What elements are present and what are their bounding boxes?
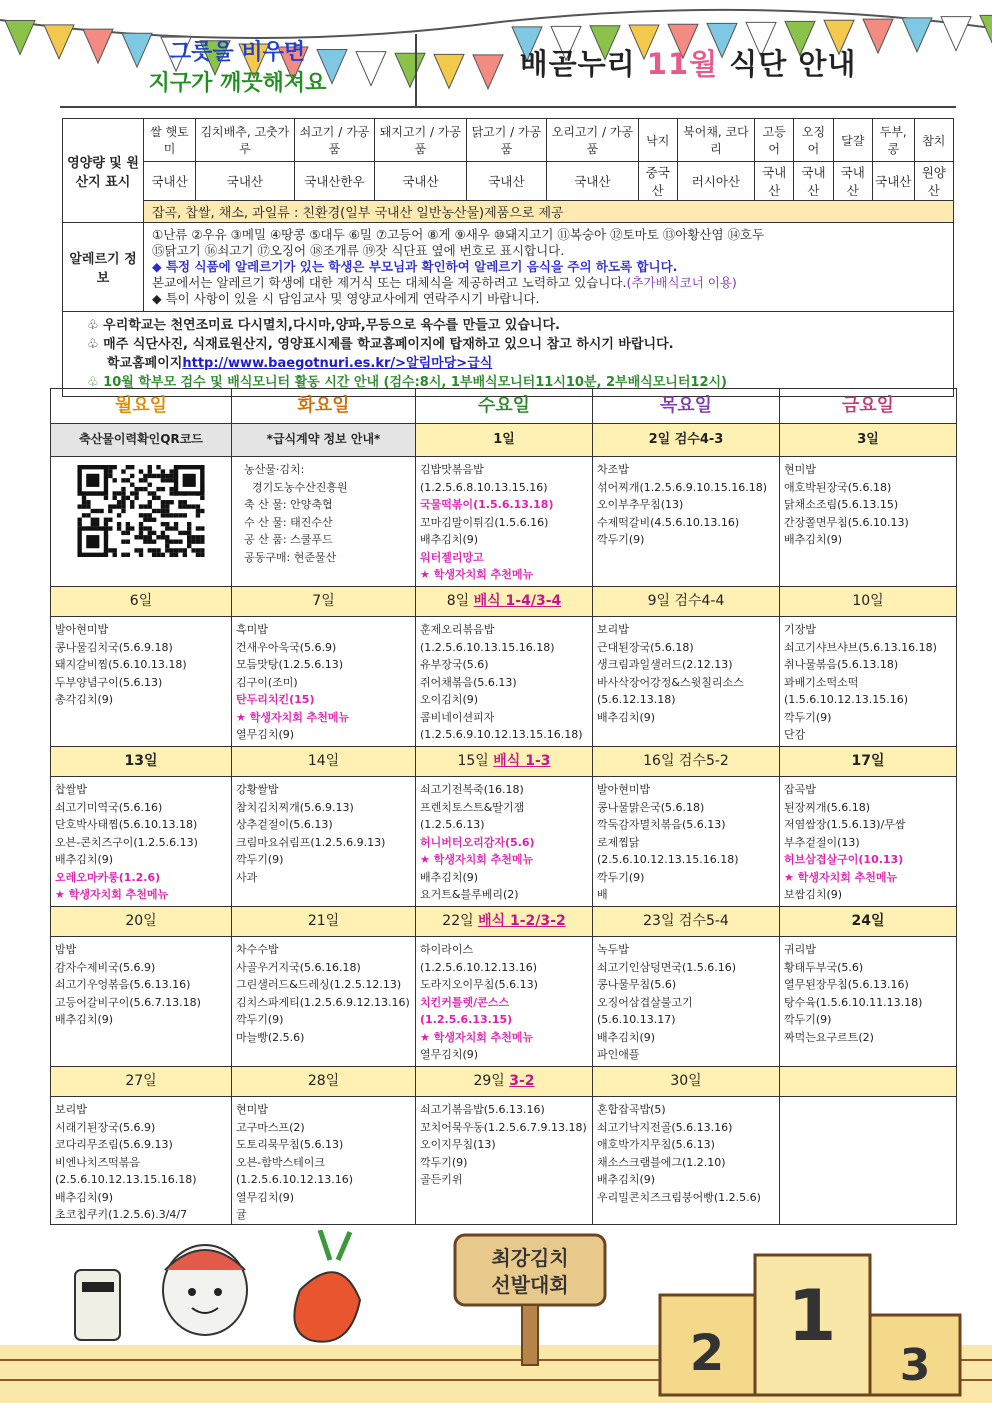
bottle-character: [75, 1270, 120, 1340]
menu-item: (2.5.6.10.12.13.15.16.18): [55, 1173, 197, 1186]
menu-cell: [593, 777, 780, 907]
menu-cell: [593, 1097, 780, 1225]
origin-item-value: 러시아산: [677, 162, 754, 201]
menu-cell: [416, 937, 593, 1067]
menu-item: 마늘빵(2.5.6): [236, 1030, 305, 1044]
menu-item: 단감: [784, 728, 806, 741]
menu-item: (1.2.5.6.9.10.12.13.15.16.18): [420, 728, 583, 741]
date-cell: 1일: [416, 424, 593, 457]
notice-homepage: ♧ 매주 식단사진, 식재료원산지, 영양표시제를 학교홈페이지에 탑재하고 있으니 참고 하시기 바랍니다.: [87, 337, 674, 352]
menu-item: 기장밥: [784, 623, 816, 636]
origin-item-value: 국내산: [755, 162, 794, 201]
menu-item: (1.2.5.6.10.13.15.16.18): [420, 640, 555, 654]
allergy-list-1: ①난류 ②우유 ③메밀 ④땅콩 ⑤대두 ⑥밀 ⑦고등어 ⑧게 ⑨새우 ⑩돼지고기 ⑪복숭아 ⑫토마토 ⑬아황산염 ⑭호두: [152, 227, 765, 242]
menu-item: 저염쌈장(1.5.6.13)/무쌈: [784, 818, 906, 831]
menu-item: 배추김치(9): [597, 1030, 656, 1044]
origin-item-name: 쌀 햇토미: [144, 119, 196, 162]
menu-item: 흑미밥: [236, 623, 268, 636]
menu-cell: [780, 457, 957, 587]
date-cell: [416, 587, 593, 617]
slogan-line2: 지구가 깨끗해져요: [148, 71, 327, 96]
date-number: 29일: [473, 1072, 510, 1089]
menu-item: 배추김치(9): [597, 1173, 656, 1186]
menu-item: 탕수육(1.5.6.10.11.13.18): [784, 995, 923, 1009]
menu-item: ★ 학생자치회 추천메뉴: [420, 1030, 534, 1044]
title-month: 11월: [646, 47, 719, 81]
notice-broth: ♧ 우리학교는 천연조미료 다시멸치,다시마,양파,무등으로 육수를 만들고 있습니다.: [87, 318, 560, 333]
menu-item: 차수수밥: [236, 943, 279, 956]
menu-item: 시래기된장국(5.6.9): [55, 1120, 156, 1134]
eco-note: 잡곡, 찹쌀, 채소, 과일류 : 친환경(일부 국내산 일반농산물)제품으로 제공: [144, 201, 954, 223]
menu-item: ★ 학생자치회 추천메뉴: [55, 888, 169, 901]
bunting-flag: [980, 15, 992, 49]
menu-item: 쇠고기낙지전골(5.6.13.16): [597, 1120, 733, 1134]
title-suffix: 식단 안내: [729, 47, 857, 81]
menu-item: 배추김치(9): [55, 853, 114, 866]
date-cell: 16일 검수5-2: [593, 747, 780, 777]
menu-item: 귀리밥: [784, 943, 816, 956]
menu-item: 초코칩쿠키(1.2.5.6).3/4/7: [55, 1208, 188, 1221]
date-cell: 23일 검수5-4: [593, 907, 780, 937]
menu-item: 콩나물무침(5.6): [597, 978, 677, 991]
menu-item: 열무된장무침(5.6.13.16): [784, 978, 909, 991]
origin-label: 영양량 및 원산지 표시: [63, 119, 144, 223]
date-cell: 13일: [51, 747, 232, 777]
menu-cell: [232, 777, 416, 907]
menu-item: 상추겉절이(5.6.13): [236, 818, 333, 831]
menu-item: 허브삼겹살구이(10.13): [784, 853, 904, 866]
menu-item: 김밥맛볶음밥: [420, 463, 484, 476]
menu-item: (5.6.10.13.17): [597, 1013, 676, 1026]
menu-item: 깍두기(9): [784, 1013, 832, 1026]
menu-item: 오이지무침(13): [420, 1138, 496, 1151]
supply-line: 경기도농수산진흥원: [252, 480, 348, 494]
notice-monitor: ♧ 10월 학부모 검수 및 배식모니터 활동 시간 안내 (검수:8시, 1부배식모니터11시10분, 2부배식모니터12시): [87, 375, 727, 390]
origin-names-row: [63, 119, 954, 162]
origin-item-value: 국내산: [794, 162, 833, 201]
origin-item-name: 돼지고기 / 가공품: [375, 119, 466, 162]
allergy-policy: 본교에서는 알레르기 학생에 대한 제거식 또는 대체식을 제공하려고 노력하고 있습니다.: [152, 275, 627, 290]
menu-item: 차조밥: [597, 463, 629, 476]
menu-item: 현미밥: [784, 463, 816, 476]
date-number: 8일: [446, 592, 474, 609]
contract-label: *급식계약 정보 안내*: [232, 424, 416, 457]
allergy-info: [144, 223, 954, 312]
menu-item: 국물떡볶이(1.5.6.13.18): [420, 498, 554, 511]
date-cell: 10일: [780, 587, 957, 617]
date-cell: [780, 1067, 957, 1097]
origin-item-value: 국내산: [144, 162, 196, 201]
kimchi-contest-illustration: [0, 1230, 992, 1403]
menu-item: 감자수제비국(5.6.9): [55, 960, 156, 974]
day-thursday: 목요일: [593, 389, 780, 424]
podium-3-label: 3: [899, 1340, 931, 1391]
menu-cell: [416, 617, 593, 747]
menu-item: 발아현미밥: [55, 623, 109, 636]
menu-item: 하이라이스(1.2.5.6.10.12.13.16): [420, 943, 538, 974]
date-number: 22일: [442, 912, 479, 929]
header-underline: [60, 106, 956, 108]
menu-item: 꽈배기소떡소떡: [784, 675, 859, 689]
menu-item: 녹두밥: [597, 943, 629, 956]
radish-character: [294, 1272, 360, 1341]
date-cell: 17일: [780, 747, 957, 777]
slogan: [60, 38, 415, 104]
menu-cell: [416, 457, 593, 587]
date-cell: 14일: [232, 747, 416, 777]
serving-class: 배식 1-2/3-2: [478, 912, 566, 929]
serving-class: 배식 1-3: [493, 752, 551, 769]
qr-code-cell: [51, 457, 232, 587]
menu-item: 보리밥: [55, 1103, 87, 1116]
menu-cell: [232, 617, 416, 747]
origin-item-name: 달걀: [833, 119, 872, 162]
menu-item: 열무김치(9): [236, 1190, 295, 1204]
menu-item: 근대된장국(5.6.18): [597, 640, 694, 654]
menu-item: 워터젤리망고: [420, 550, 484, 564]
menu-item: 코다리무조림(5.6.9.13): [55, 1138, 173, 1151]
menu-item: 깍둑감자멸치볶음(5.6.13): [597, 818, 726, 831]
date-cell: 30일: [593, 1067, 780, 1097]
menu-item: 도토리묵무침(5.6.13): [236, 1138, 344, 1151]
menu-item: 애호박된장국(5.6.18): [784, 480, 892, 494]
info-table: [62, 118, 954, 397]
menu-item: 꼬치어묵우동(1.2.5.6.7.9.13.18): [420, 1120, 587, 1134]
menu-cell: [416, 1097, 593, 1225]
menu-item: 단호박사태찜(5.6.10.13.18): [55, 818, 198, 831]
menu-item: 쇠고기전복죽(16.18): [420, 783, 524, 796]
menu-item: 닭채소조림(5.6.13.15): [784, 498, 899, 511]
homepage-label: 학교홈페이지: [107, 356, 183, 371]
origin-item-name: 낙지: [638, 119, 677, 162]
menu-item: 애호박가지무침(5.6.13): [597, 1138, 715, 1151]
menu-item: 김치스파게티(1.2.5.6.9.12.13.16): [236, 995, 410, 1009]
supply-line: 농산물·김치:: [244, 463, 305, 476]
menu-item: 우리밀콘치즈크림붕어빵(1.2.5.6): [597, 1190, 761, 1204]
origin-item-name: 쇠고기 / 가공품: [294, 119, 375, 162]
homepage-link[interactable]: http://www.baegotnuri.es.kr/>알림마당>급식: [182, 356, 493, 371]
origin-item-value: 국내산: [833, 162, 872, 201]
serving-class: 배식 1-4/3-4: [473, 592, 562, 609]
date-cell: 21일: [232, 907, 416, 937]
allergy-label: 알레르기 정보: [63, 223, 144, 312]
menu-item: 혼합잡곡밥(5): [597, 1103, 666, 1116]
menu-item: 건새우아욱국(5.6.9): [236, 640, 337, 654]
menu-cell: [416, 777, 593, 907]
menu-item: (1.2.5.6.13): [420, 818, 485, 831]
slogan-line1: 그릇을 비우면: [169, 40, 306, 65]
menu-item: 비엔나치즈떡볶음: [55, 1155, 141, 1169]
menu-cell: [232, 937, 416, 1067]
menu-cell: [51, 937, 232, 1067]
menu-item: 유부장국(5.6): [420, 658, 489, 671]
podium-1-label: 1: [787, 1275, 837, 1357]
allergy-warning: ◆ 특정 식품에 알레르기가 있는 학생은 부모님과 확인하여 알레르기 음식을 주의 하도록 합니다.: [152, 259, 678, 274]
day-monday: 월요일: [51, 389, 232, 424]
menu-item: 오븐-콘치즈구이(1.2.5.6.13): [55, 835, 198, 849]
origin-values-row: [63, 162, 954, 201]
menu-item: 프렌치토스트&딸기잼: [420, 800, 525, 814]
supply-line: 축 산 물: 안양축협: [244, 498, 333, 511]
origin-item-value: 중국산: [638, 162, 677, 201]
origin-item-name: 북어채, 코다리: [677, 119, 754, 162]
date-cell: 24일: [780, 907, 957, 937]
sign-line2: 선발대회: [491, 1273, 569, 1297]
menu-item: 허니버터오리감자(5.6): [420, 835, 535, 849]
date-cell: 7일: [232, 587, 416, 617]
menu-item: 오이부추무침(13): [597, 498, 684, 511]
day-wednesday: 수요일: [416, 389, 593, 424]
menu-item: 보리밥: [597, 623, 629, 636]
menu-item: 잡곡밥: [784, 783, 816, 796]
menu-item: 배: [597, 888, 608, 901]
origin-item-value: 국내산: [196, 162, 295, 201]
menu-item: 참치김치찌개(5.6.9.13): [236, 800, 354, 814]
menu-cell: [780, 937, 957, 1067]
supply-line: 공 산 품: 스쿨푸드: [244, 533, 333, 546]
origin-item-value: 원양산: [914, 162, 953, 201]
menu-item: 쥐어채볶음(5.6.13): [420, 675, 517, 689]
menu-item: 발아현미밥: [597, 783, 651, 796]
menu-item: 오븐-함박스테이크: [236, 1155, 325, 1169]
date-cell: 2일 검수4-3: [593, 424, 780, 457]
menu-item: 찹쌀밥: [55, 783, 87, 796]
menu-cell: [593, 937, 780, 1067]
menu-item: 배추김치(9): [55, 1190, 114, 1204]
weekday-header: [51, 389, 957, 424]
date-cell: [416, 1067, 593, 1097]
menu-item: 깍두기(9): [236, 853, 284, 866]
origin-item-name: 오리고기 / 가공품: [547, 119, 638, 162]
menu-item: 쇠고기볶음밥(5.6.13.16): [420, 1103, 545, 1116]
sign-line1: 최강김치: [491, 1246, 569, 1270]
origin-item-name: 고등어: [755, 119, 794, 162]
menu-item: 콩나물김치국(5.6.9.18): [55, 640, 173, 654]
date-cell: 3일: [780, 424, 957, 457]
date-number: 15일: [457, 752, 494, 769]
menu-item: ★ 학생자치회 추천메뉴: [784, 870, 898, 884]
menu-cell: [232, 1097, 416, 1225]
menu-item: 열무김치(9): [420, 1048, 479, 1061]
menu-item: 로제찜닭(2.5.6.10.12.13.15.16.18): [597, 835, 739, 866]
menu-cell: [780, 1097, 957, 1225]
date-cell: [416, 907, 593, 937]
menu-item: 바사삭장어강정&스윗칠리소스: [597, 675, 744, 689]
title-prefix: 배곧누리: [519, 47, 636, 81]
qr-code[interactable]: [76, 465, 206, 557]
origin-item-name: 참치: [914, 119, 953, 162]
menu-item: 두부양념구이(5.6.13): [55, 675, 163, 689]
menu-item: 배추김치(9): [420, 870, 479, 884]
menu-item: 그린샐러드&드레싱(1.2.5.12.13): [236, 978, 402, 991]
menu-cell: [593, 457, 780, 587]
page-title: [418, 42, 958, 83]
menu-item: 모듬맛탕(1.2.5.6.13): [236, 658, 344, 671]
menu-item: 쇠고기샤브샤브(5.6.13.16.18): [784, 640, 937, 654]
menu-item: 보쌈김치(9): [784, 888, 843, 901]
origin-item-value: 국내산: [466, 162, 547, 201]
menu-item: 도라지오이무침(5.6.13): [420, 978, 538, 991]
notices: [63, 312, 954, 397]
day-friday: 금요일: [780, 389, 957, 424]
menu-item: 황태두부국(5.6): [784, 960, 864, 974]
menu-item: 오징어삼겹살불고기: [597, 995, 693, 1009]
menu-item: 귤: [236, 1208, 247, 1221]
origin-item-value: 국내산: [872, 162, 914, 201]
menu-item: (1.5.6.10.12.13.15.16): [784, 693, 909, 706]
menu-item: 쇠고기우엉볶음(5.6.13.16): [55, 978, 191, 991]
menu-item: 파인애플: [597, 1048, 640, 1061]
menu-item: 강황쌀밥: [236, 783, 279, 796]
menu-item: 쇠고기인삼덩면국(1.5.6.16): [597, 960, 737, 974]
date-cell: 27일: [51, 1067, 232, 1097]
origin-item-name: 김치배추, 고춧가루: [196, 119, 295, 162]
menu-item: (1.2.5.6.8.10.13.15.16): [420, 480, 548, 494]
menu-item: 치킨커틀렛/콘스스: [420, 995, 510, 1009]
menu-item: (1.2.5.6.13.15): [420, 1013, 513, 1026]
menu-cell: [780, 777, 957, 907]
origin-item-name: 두부,콩: [872, 119, 914, 162]
menu-item: 배추김치(9): [597, 710, 656, 724]
menu-item: 채소스크램블에그(1.2.10): [597, 1155, 726, 1169]
menu-item: 깍두기(9): [597, 870, 645, 884]
menu-item: 취나물볶음(5.6.13.18): [784, 658, 899, 671]
menu-item: 배추김치(9): [420, 533, 479, 546]
menu-item: 요거트&블루베리(2): [420, 888, 519, 901]
menu-item: 고구마스프(2): [236, 1120, 305, 1134]
qr-label: 축산물이력확인QR코드: [51, 424, 232, 457]
menu-item: 콩나물맑은국(5.6.18): [597, 800, 705, 814]
bunting-flag: [5, 21, 35, 55]
menu-item: (5.6.12.13.18): [597, 693, 676, 706]
menu-item: 훈제오리볶음밥: [420, 623, 495, 636]
date-cell: 9일 검수4-4: [593, 587, 780, 617]
menu-item: 사과: [236, 870, 258, 884]
menu-item: 탄두리치킨(15): [236, 693, 315, 706]
menu-cell: [51, 617, 232, 747]
allergy-list-2: ⑮닭고기 ⑯쇠고기 ⑰오징어 ⑱조개류 ⑲잣 식단표 옆에 번호로 표시합니다.: [152, 243, 565, 258]
menu-item: 현미밥: [236, 1103, 268, 1116]
menu-item: 배추김치(9): [784, 533, 843, 546]
menu-item: 부추겉절이(13): [784, 835, 860, 849]
menu-item: 콤비네이션피자: [420, 710, 495, 724]
menu-item: 깍두기(9): [420, 1155, 468, 1169]
menu-item: 섞어찌개(1.2.5.6.9.10.15.16.18): [597, 480, 768, 494]
menu-item: 열무김치(9): [236, 728, 295, 741]
menu-item: 돼지갈비찜(5.6.10.13.18): [55, 658, 187, 671]
podium-2-label: 2: [689, 1324, 725, 1382]
day-tuesday: 화요일: [232, 389, 416, 424]
date-cell: 6일: [51, 587, 232, 617]
origin-item-value: 국내산: [547, 162, 638, 201]
menu-item: ★ 학생자치회 추천메뉴: [236, 710, 350, 724]
menu-cell: [593, 617, 780, 747]
supply-info: [232, 457, 416, 587]
menu-item: 사골우거지국(5.6.16.18): [236, 960, 361, 974]
menu-item: 짜먹는요구르트(2): [784, 1030, 874, 1044]
menu-item: 된장찌개(5.6.18): [784, 800, 871, 814]
origin-item-value: 국내산: [375, 162, 466, 201]
menu-item: 배추김치(9): [55, 1013, 114, 1026]
origin-item-name: 오징어: [794, 119, 833, 162]
menu-item: 간장쫄면무침(5.6.10.13): [784, 515, 909, 529]
menu-item: 골든키위: [420, 1173, 463, 1186]
menu-item: 깍두기(9): [784, 710, 832, 724]
menu-item: 총각김치(9): [55, 693, 114, 706]
menu-item: 꼬마김말이튀김(1.5.6.16): [420, 515, 549, 529]
serving-class: 3-2: [509, 1072, 535, 1089]
menu-cell: [780, 617, 957, 747]
supply-line: 수 산 물: 태진수산: [244, 515, 333, 529]
allergy-policy-extra: (추가배식코너 이용): [626, 275, 737, 290]
origin-item-name: 닭고기 / 가공품: [466, 119, 547, 162]
menu-item: 생크림과일샐러드(2.12.13): [597, 658, 733, 671]
date-cell: 20일: [51, 907, 232, 937]
menu-item: (1.2.5.6.10.12.13.16): [236, 1173, 354, 1186]
menu-cell: [51, 777, 232, 907]
menu-item: 오이김치(9): [420, 693, 479, 706]
menu-item: 깍두기(9): [597, 533, 645, 546]
menu-item: 밤밥: [55, 943, 77, 956]
header-divider: [415, 34, 417, 106]
menu-item: 김구이(조미): [236, 675, 298, 689]
menu-item: 쇠고기미역국(5.6.16): [55, 800, 163, 814]
date-cell: [416, 747, 593, 777]
menu-item: ★ 학생자치회 추천메뉴: [420, 568, 534, 581]
menu-item: 고등어갈비구이(5.6.7.13.18): [55, 995, 201, 1009]
origin-item-value: 국내산한우: [294, 162, 375, 201]
allergy-contact: ◆ 특이 사항이 있을 시 담임교사 및 영양교사에게 연락주시기 바랍니다.: [152, 291, 540, 306]
menu-cell: [51, 1097, 232, 1225]
menu-item: ★ 학생자치회 추천메뉴: [420, 853, 534, 866]
menu-item: 깍두기(9): [236, 1013, 284, 1026]
menu-item: 크림마요쉬림프(1.2.5.6.9.13): [236, 835, 386, 849]
menu-item: 수제떡갈비(4.5.6.10.13.16): [597, 515, 740, 529]
supply-line: 공동구매: 현준물산: [244, 550, 337, 564]
menu-item: 오레오마카롱(1.2.6): [55, 870, 161, 884]
menu-calendar: [50, 388, 957, 1225]
date-cell: 28일: [232, 1067, 416, 1097]
